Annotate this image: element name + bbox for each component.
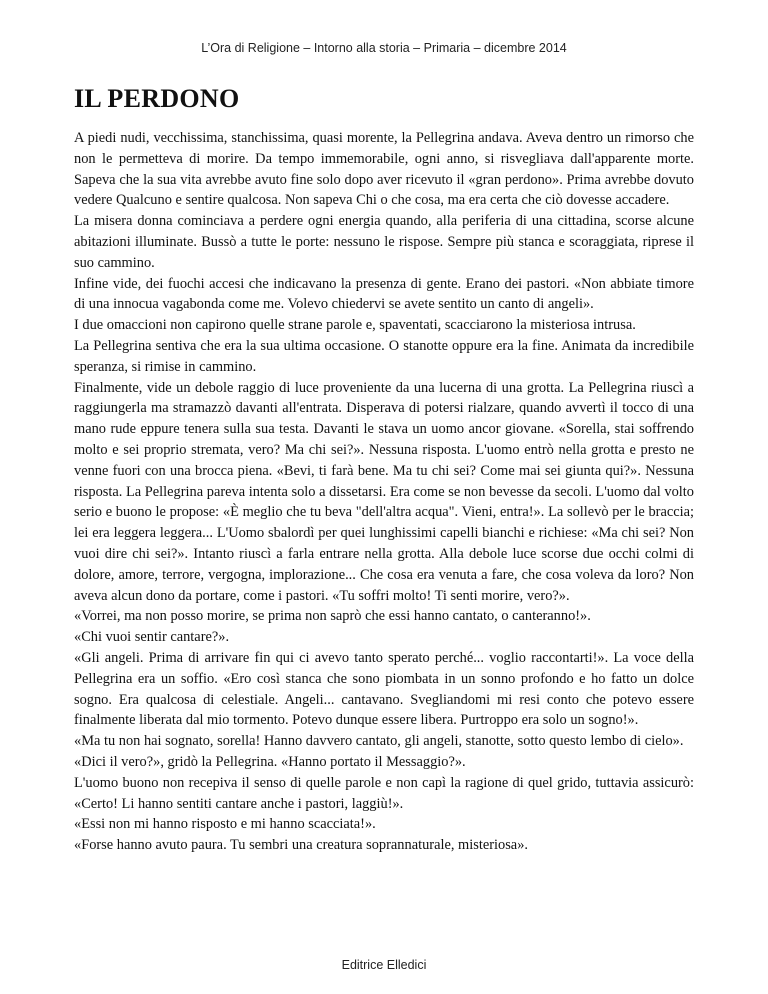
paragraph: La misera donna cominciava a perdere ogni energia quando, alla periferia di una cittadina, scorse alcune abitazioni illuminate. Bussò a tutte le porte: nessuno le rispose. Sempre più stanca e scoraggiata, riprese il suo cammino. [74,213,694,271]
paragraph: La Pellegrina sentiva che era la sua ultima occasione. O stanotte oppure era la fine. Animata da incredibile speranza, si rimise in cammino. [74,337,694,375]
story-body [74,128,694,856]
page-footer: Editrice Elledici [341,958,427,972]
paragraph: «Essi non mi hanno risposto e mi hanno scacciata!». [74,816,376,833]
paragraph: «Ma tu non hai sognato, sorella! Hanno davvero cantato, gli angeli, stanotte, sotto questo lembo di cielo». [74,733,684,750]
page-header: L’Ora di Religione – Intorno alla storia – Primaria – dicembre 2014 [201,41,567,55]
paragraph: «Vorrei, ma non posso morire, se prima non saprò che essi hanno cantato, o canteranno!». [74,608,591,625]
paragraph: «Gli angeli. Prima di arrivare fin qui ci avevo tanto sperato perché... voglio raccontarti!». La voce della Pellegrina era un soffio. «Ero così stanca che sono piombata in un sonno profondo e ho fatto un dolce sogno. Era qualcosa di celestiale. Angeli... cantavano. Svegliandomi mi resi conto che potevo essere finalmente liberata dal mio tormento. Potevo dunque essere libera. Purtroppo era solo un sogno!». [74,649,694,729]
paragraph: Infine vide, dei fuochi accesi che indicavano la presenza di gente. Erano dei pastori. «Non abbiate timore di una innocua vagabonda come me. Volevo chiedervi se avete sentito un canto di angeli». [74,275,694,313]
paragraph: «Forse hanno avuto paura. Tu sembri una creatura soprannaturale, misteriosa». [74,837,528,854]
paragraph: «Dici il vero?», gridò la Pellegrina. «Hanno portato il Messaggio?». [74,753,466,770]
page-title: IL PERDONO [74,84,240,113]
paragraph: I due omaccioni non capirono quelle strane parole e, spaventati, scacciarono la misteriosa intrusa. [74,317,636,334]
paragraph: «Chi vuoi sentir cantare?». [74,629,230,646]
paragraph: L'uomo buono non recepiva il senso di quelle parole e non capì la ragione di quel grido, tuttavia assicurò: «Certo! Li hanno sentiti cantare anche i pastori, laggiù!». [74,774,694,812]
paragraph: A piedi nudi, vecchissima, stanchissima, quasi morente, la Pellegrina andava. Aveva dentro un rimorso che non le permetteva di morire. Da tempo immemorabile, ogni anno, si risvegliava dall'apparente morte. Sapeva che la sua vita avrebbe avuto fine solo dopo aver ricevuto il «gran perdono». Prima avrebbe dovuto vedere Qualcuno e sentire qualcosa. Non sapeva Chi o che cosa, ma era certa che ciò dovesse accadere. [74,130,694,209]
paragraph: Finalmente, vide un debole raggio di luce proveniente da una lucerna di una grotta. La Pellegrina riuscì a raggiungerla ma stramazzò davanti all'entrata. Disperava di potersi rialzare, quando avvertì il tocco di una mano rude eppure tenera sulla sua testa. Davanti le stava un uomo ancor giovane. «Sorella, stai soffrendo molto e sei proprio stremata, vero? Ma chi sei?». Nessuna risposta. L'uomo entrò nella grotta e presto ne venne fuori con una brocca piena. «Bevi, ti farà bene. Ma tu chi sei? Come mai sei giunta qui?». Nessuna risposta. La Pellegrina pareva intenta solo a dissetarsi. Era come se non bevesse da secoli. L'uomo dal volto serio e buono le propose: «È meglio che tu beva "dell'altra acqua". Vieni, entra!». La sollevò per le braccia; lei era leggera leggera... L'Uomo sbalordì per quei lunghissimi capelli bianchi e richiese: «Ma chi sei? Non vuoi dire chi sei?». Intanto riuscì a farla entrare nella grotta. Alla debole luce scorse due occhi colmi di dolore, amore, terrore, vergogna, implorazione... Che cosa era venuta a fare, che cosa voleva da loro? Non aveva alcun dono da portare, come i pastori. «Tu soffri molto! Ti senti morire, vero?». [74,379,694,604]
